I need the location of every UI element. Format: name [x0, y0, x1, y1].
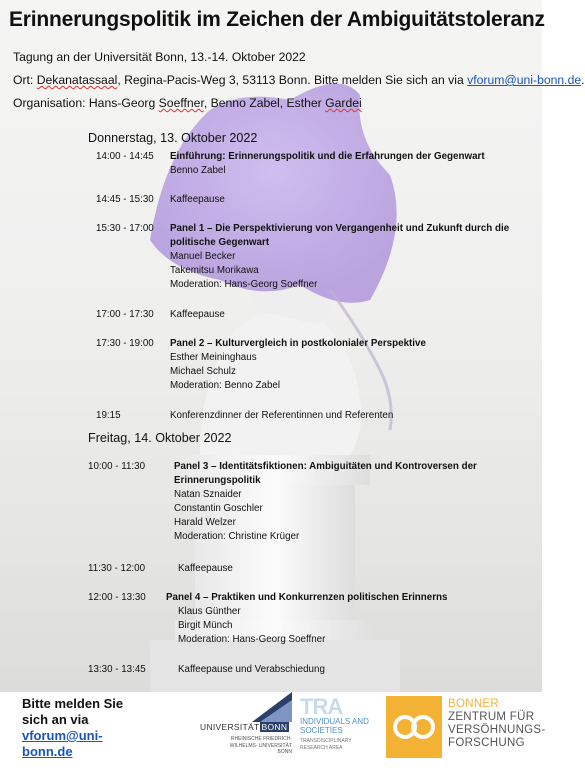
- venue-name: Dekanatassaal: [36, 73, 118, 87]
- reconciliation-rings-icon: [386, 696, 442, 758]
- footer-email-link-cont[interactable]: bonn.de: [22, 744, 73, 759]
- university-bonn-logo: UNIVERSITÄT BONN RHEINISCHE FRIEDRICH-WILHELMS- UNIVERSITÄT BONN: [200, 692, 292, 768]
- footer-email-link[interactable]: vforum@uni-: [22, 728, 103, 743]
- registration-email-link[interactable]: vforum@uni-bonn.de: [467, 73, 582, 87]
- page-title: Erinnerungspolitik im Zeichen der Ambiguitätstoleranz: [9, 8, 545, 31]
- organisers-info: Organisation: Hans-Georg Soeffner, Benno Zabel, Esther Gardei: [13, 96, 362, 110]
- university-bonn-mark-icon: [200, 692, 292, 722]
- day-heading: Freitag, 14. Oktober 2022: [88, 431, 232, 445]
- venue-info: Ort: Dekanatassaal, Regina-Pacis-Weg 3, 53113 Bonn. Bitte melden Sie sich an via vforum@uni-bonn.de.: [13, 73, 585, 87]
- footer: [0, 692, 546, 768]
- bonner-zentrum-mark: [386, 696, 442, 758]
- tra-logo: TRA INDIVIDUALS AND SOCIETIES TRANSDISCIPLINARY RESEARCH AREA: [300, 694, 369, 751]
- conference-info: Tagung an der Universität Bonn, 13.-14. Oktober 2022: [13, 50, 306, 64]
- day-heading: Donnerstag, 13. Oktober 2022: [88, 131, 258, 145]
- poster: Erinnerungspolitik im Zeichen der Ambiguitätstoleranz Tagung an der Universität Bonn, 13.-14. Oktober 2022 Ort: Dekanatassaal, Regina-Pacis-Weg 3, 53113 Bonn. Bitte melden Sie sich an via vforum@uni-bonn.de. Organisation: Hans-Georg Soeffner, Benno Zabel, Esther Gardei Donnerstag, 13. Oktober 2022 14:00 - 14:45 Einführung: Erinnerungspolitik und die Erfahrungen der Gegenwart Benno Zabel 14:45 - 15:30 Kaffeepause 15:30 - 17:00 Panel 1 – Die Perspektivierung von Vergangenheit und Zukunft durch die politische Gegenwart Manuel Becker Takemitsu Morikawa Moderation: Hans-Georg Soeffner 17:00 - 17:30 Kaffeepause 17:30 - 19:00 Panel 2 – Kulturvergleich in postkolonialer Perspektive Esther Meininghaus Michael Schulz Moderation: Benno Zabel 19:15 Konferenzdinner der Referentinnen und Referenten Freitag, 14. Oktober 2022 10:00 - 11:30 Panel 3 – Identitätsfiktionen: Ambiguitäten und Kontroversen der Erinnerungspolitik Natan Sznaider Constantin Goschler Harald Welzer Moderation: Christine Krüger 11:30 - 12:00 Kaffeepause 12:00 - 13:30 Panel 4 – Praktiken und Konkurrenzen politischen Erinnerns Klaus Günther Birgit Münch Moderation: Hans-Georg Soeffner 13:30 - 13:45 Kaffeepause und Verabschiedung: [0, 0, 542, 692]
- registration-note: Bitte melden Sie sich an via vforum@uni- bonn.de: [22, 696, 124, 759]
- bonner-zentrum-logo: BONNER ZENTRUM FÜR VERSÖHNUNGS- FORSCHUNG: [386, 696, 542, 758]
